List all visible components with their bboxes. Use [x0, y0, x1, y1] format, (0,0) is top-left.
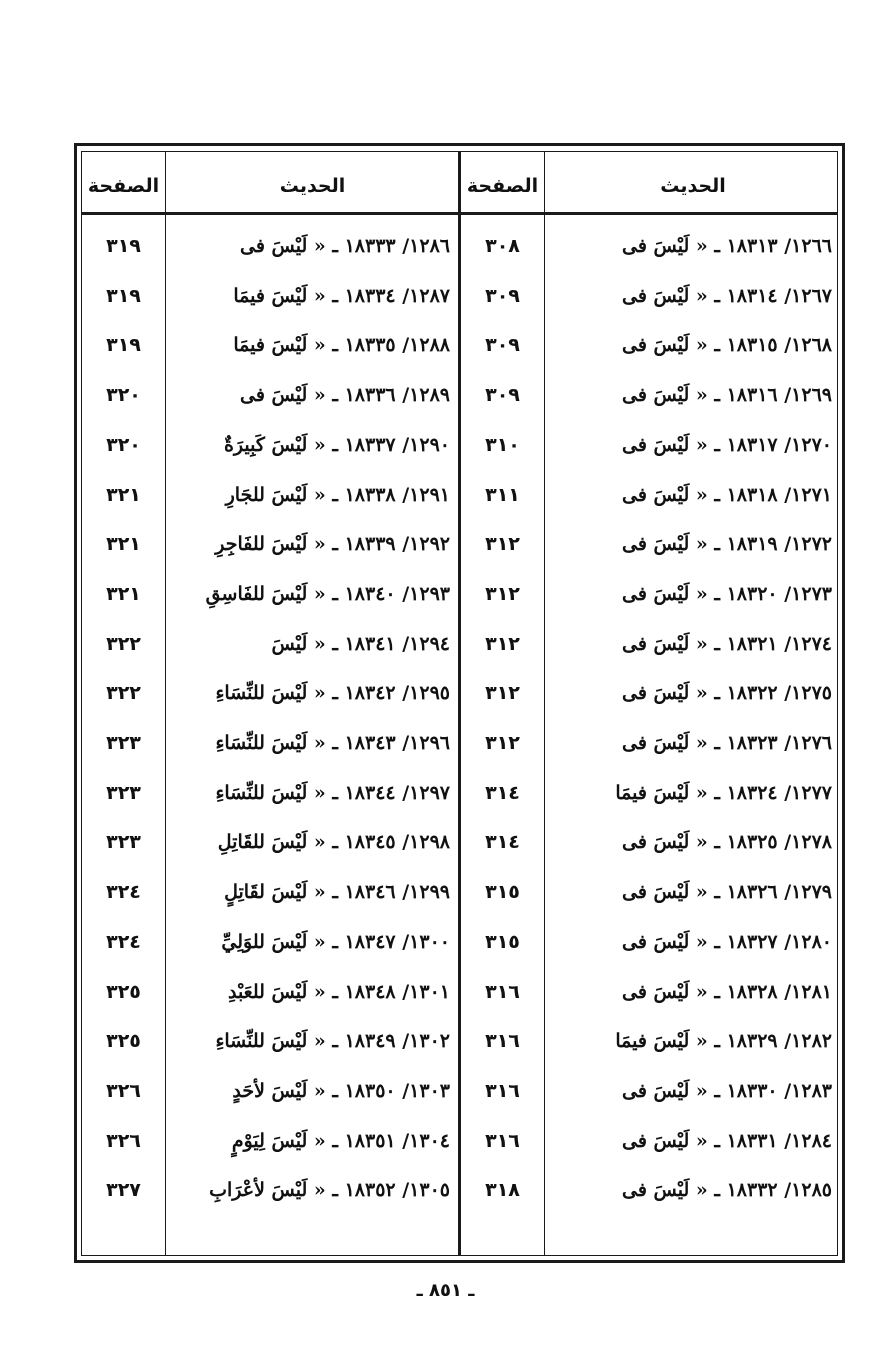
page-number: ـ ٨٥١ ـ [416, 1280, 475, 1301]
page-number-cell: ٣١٠ [485, 434, 520, 456]
page-number-cell: ٣٢٤ [106, 931, 141, 953]
hadith-entry: ١٢٨٦/ ١٨٣٣٣ ـ « لَيْسَ فى [240, 235, 450, 257]
hadith-entry: ١٢٧٩/ ١٨٣٢٦ ـ « لَيْسَ فى [622, 881, 832, 903]
hadith-entry: ١٢٧١/ ١٨٣١٨ ـ « لَيْسَ فى [622, 484, 832, 506]
hadith-entry: ١٢٩٤/ ١٨٣٤١ ـ « لَيْسَ [271, 633, 450, 655]
hadith-entry: ١٢٦٨/ ١٨٣١٥ ـ « لَيْسَ فى [622, 334, 832, 356]
hadith-entry: ١٢٨١/ ١٨٣٢٨ ـ « لَيْسَ فى [622, 981, 832, 1003]
hadith-entry: ١٢٩٦/ ١٨٣٤٣ ـ « لَيْسَ للنِّسَاءِ [215, 732, 450, 754]
header-page-left: الصفحة [87, 175, 160, 197]
page-number-cell: ٣٢٠ [106, 434, 141, 456]
hadith-entry: ١٢٩٧/ ١٨٣٤٤ ـ « لَيْسَ للنِّسَاءِ [215, 782, 450, 804]
page-number-cell: ٣٠٨ [485, 235, 520, 257]
hadith-entry: ١٢٨٨/ ١٨٣٣٥ ـ « لَيْسَ فيمَا [233, 334, 450, 356]
page-number-cell: ٣٠٩ [485, 334, 520, 356]
divider-right-page [544, 152, 545, 1255]
page-number-cell: ٣٢٣ [106, 782, 141, 804]
page-number-cell: ٣١٢ [485, 533, 520, 555]
page-number-cell: ٣٢٣ [106, 831, 141, 853]
page-number-cell: ٣٢٥ [106, 1030, 141, 1052]
hadith-entry: ١٢٨٣/ ١٨٣٣٠ ـ « لَيْسَ فى [622, 1080, 832, 1102]
page-number-cell: ٣١٩ [106, 285, 141, 307]
hadith-entry: ١٢٨٧/ ١٨٣٣٤ ـ « لَيْسَ فيمَا [233, 285, 450, 307]
hadith-entry: ١٣٠٥/ ١٨٣٥٢ ـ « لَيْسَ لأعْرَابِ [209, 1179, 450, 1201]
hadith-entry: ١٢٧٠/ ١٨٣١٧ ـ « لَيْسَ فى [622, 434, 832, 456]
hadith-entry: ١٣٠١/ ١٨٣٤٨ ـ « لَيْسَ للعَبْدِ [227, 981, 450, 1003]
page-number-cell: ٣٢٧ [106, 1179, 141, 1201]
page-number-cell: ٣٢٢ [106, 682, 141, 704]
hadith-entry: ١٢٨٤/ ١٨٣٣١ ـ « لَيْسَ فى [622, 1130, 832, 1152]
page-number-cell: ٣١٦ [485, 1130, 520, 1152]
page-number-cell: ٣١٢ [485, 633, 520, 655]
index-table [74, 143, 845, 1263]
page-number-cell: ٣٢١ [106, 484, 141, 506]
header-page-right: الصفحة [466, 175, 539, 197]
hadith-entry: ١٣٠٠/ ١٨٣٤٧ ـ « لَيْسَ للوَلِيِّ [221, 931, 450, 953]
hadith-entry: ١٢٦٩/ ١٨٣١٦ ـ « لَيْسَ فى [622, 384, 832, 406]
hadith-entry: ١٢٧٥/ ١٨٣٢٢ ـ « لَيْسَ فى [622, 682, 832, 704]
page-number-cell: ٣٢٣ [106, 732, 141, 754]
page-number-cell: ٣١٢ [485, 732, 520, 754]
page-number-cell: ٣١٤ [485, 782, 520, 804]
divider-left-page [165, 152, 166, 1255]
hadith-entry: ١٢٧٦/ ١٨٣٢٣ ـ « لَيْسَ فى [622, 732, 832, 754]
hadith-entry: ١٢٧٧/ ١٨٣٢٤ ـ « لَيْسَ فيمَا [615, 782, 832, 804]
page-number-cell: ٣٢٤ [106, 881, 141, 903]
page-number-cell: ٣١٦ [485, 1080, 520, 1102]
page-number-cell: ٣١١ [485, 484, 520, 506]
hadith-entry: ١٢٩٩/ ١٨٣٤٦ ـ « لَيْسَ لقَاتِلٍ [224, 881, 450, 903]
hadith-entry: ١٣٠٤/ ١٨٣٥١ ـ « لَيْسَ لِيَوْمٍ [231, 1130, 450, 1152]
hadith-entry: ١٢٩٢/ ١٨٣٣٩ ـ « لَيْسَ للفَاجِرِ [215, 533, 450, 555]
page-number-cell: ٣٠٩ [485, 285, 520, 307]
page-number-cell: ٣١٥ [485, 881, 520, 903]
page-number-cell: ٣٢٦ [106, 1130, 141, 1152]
hadith-entry: ١٢٧٤/ ١٨٣٢١ ـ « لَيْسَ فى [622, 633, 832, 655]
page-number-cell: ٣١٦ [485, 981, 520, 1003]
header-hadith-right: الحديث [660, 175, 726, 197]
hadith-entry: ١٣٠٢/ ١٨٣٤٩ ـ « لَيْسَ للنِّسَاءِ [215, 1030, 450, 1052]
hadith-entry: ١٢٩٥/ ١٨٣٤٢ ـ « لَيْسَ للنِّسَاءِ [215, 682, 450, 704]
page-number-cell: ٣١٩ [106, 334, 141, 356]
hadith-entry: ١٣٠٣/ ١٨٣٥٠ ـ « لَيْسَ لأحَدٍ [232, 1080, 450, 1102]
hadith-entry: ١٢٧٢/ ١٨٣١٩ ـ « لَيْسَ فى [622, 533, 832, 555]
page-number-cell: ٣١٢ [485, 583, 520, 605]
hadith-entry: ١٢٨٩/ ١٨٣٣٦ ـ « لَيْسَ فى [240, 384, 450, 406]
header-hadith-left: الحديث [279, 175, 346, 197]
page-number-cell: ٣٢١ [106, 533, 141, 555]
page-number-cell: ٣١٦ [485, 1030, 520, 1052]
hadith-entry: ١٢٦٧/ ١٨٣١٤ ـ « لَيْسَ فى [622, 285, 832, 307]
hadith-entry: ١٢٩٨/ ١٨٣٤٥ ـ « لَيْسَ للقَاتِلِ [217, 831, 450, 853]
hadith-entry: ١٢٧٨/ ١٨٣٢٥ ـ « لَيْسَ فى [622, 831, 832, 853]
page-number-cell: ٣٠٩ [485, 384, 520, 406]
page-number-cell: ٣١٢ [485, 682, 520, 704]
hadith-entry: ١٢٨٠/ ١٨٣٢٧ ـ « لَيْسَ فى [622, 931, 832, 953]
hadith-entry: ١٢٨٥/ ١٨٣٣٢ ـ « لَيْسَ فى [622, 1179, 832, 1201]
hadith-entry: ١٢٨٢/ ١٨٣٢٩ ـ « لَيْسَ فيمَا [615, 1030, 832, 1052]
page-number-cell: ٣٢١ [106, 583, 141, 605]
page-number-cell: ٣٢٠ [106, 384, 141, 406]
page-number-cell: ٣١٥ [485, 931, 520, 953]
hadith-entry: ١٢٩١/ ١٨٣٣٨ ـ « لَيْسَ للجَارِ [225, 484, 450, 506]
page-number-cell: ٣١٩ [106, 235, 141, 257]
table-inner-border [81, 151, 838, 1256]
page-number-cell: ٣١٨ [485, 1179, 520, 1201]
hadith-entry: ١٢٧٣/ ١٨٣٢٠ ـ « لَيْسَ فى [622, 583, 832, 605]
hadith-entry: ١٢٩٠/ ١٨٣٣٧ ـ « لَيْسَ كَبِيرَةٌ [223, 434, 450, 456]
hadith-entry: ١٢٦٦/ ١٨٣١٣ ـ « لَيْسَ فى [622, 235, 832, 257]
page-number-cell: ٣٢٢ [106, 633, 141, 655]
hadith-entry: ١٢٩٣/ ١٨٣٤٠ ـ « لَيْسَ للفَاسِقِ [205, 583, 450, 605]
page-number-cell: ٣١٤ [485, 831, 520, 853]
page-number-cell: ٣٢٥ [106, 981, 141, 1003]
page-number-cell: ٣٢٦ [106, 1080, 141, 1102]
